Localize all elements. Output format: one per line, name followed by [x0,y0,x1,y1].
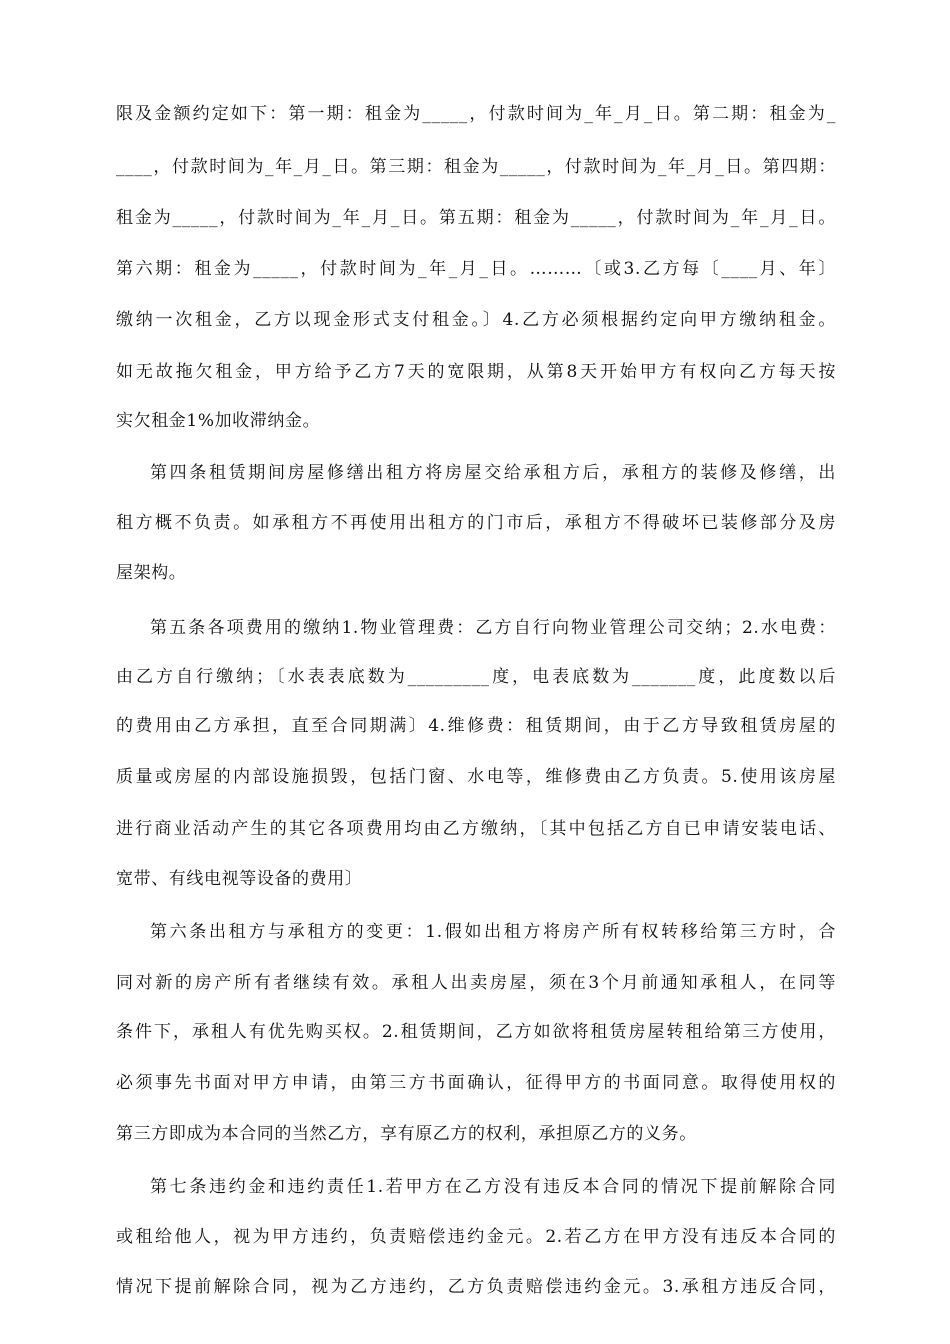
text-line: 情况下提前解除合同，视为乙方违约，乙方负责赔偿违约金元。3.承租方违反合同， [116,1277,836,1297]
text-line: 进行商业活动产生的其它各项费用均由乙方缴纳，〔其中包括乙方自已申请安装电话、 [116,819,836,839]
paragraph-start-line: 第五条各项费用的缴纳1.物业管理费：乙方自行向物业管理公司交纳；2.水电费： [150,618,836,638]
text-line: ____，付款时间为_年_月_日。第三期：租金为_____，付款时间为_年_月_日。第四期： [116,157,836,177]
text-line: 宽带、有线电视等设备的费用〕 [116,869,363,889]
text-line: 实欠租金1%加收滞纳金。 [116,411,321,431]
text-line: 屋架构。 [116,563,187,583]
paragraph-start-line: 第四条租赁期间房屋修缮出租方将房屋交给承租方后，承租方的装修及修缮，出 [150,463,836,483]
text-line: 同对新的房产所有者继续有效。承租人出卖房屋，须在3个月前通知承租人，在同等 [116,973,836,993]
text-line: 第六期：租金为_____，付款时间为_年_月_日。………〔或3.乙方每〔____月、年〕 [116,259,836,279]
paragraph-start-line: 第六条出租方与承租方的变更：1.假如出租方将房产所有权转移给第三方时，合 [150,922,836,942]
paragraph-start-line: 第七条违约金和违约责任1.若甲方在乙方没有违反本合同的情况下提前解除合同 [150,1177,836,1197]
text-line: 限及金额约定如下：第一期：租金为_____，付款时间为_年_月_日。第二期：租金为_ [116,104,836,124]
text-line: 租方概不负责。如承租方不再使用出租方的门市后，承租方不得破坏已装修部分及房 [116,513,836,533]
text-line: 租金为_____，付款时间为_年_月_日。第五期：租金为_____，付款时间为_年_月_日。 [116,208,836,228]
text-line: 质量或房屋的内部设施损毁，包括门窗、水电等，维修费由乙方负责。5.使用该房屋 [116,767,836,787]
text-line: 由乙方自行缴纳；〔水表表底数为_________度，电表底数为_______度，此度数以后 [116,667,836,687]
text-line: 必须事先书面对甲方申请，由第三方书面确认，征得甲方的书面同意。取得使用权的 [116,1073,836,1093]
text-line: 或租给他人，视为甲方违约，负责赔偿违约金元。2.若乙方在甲方没有违反本合同的 [116,1227,836,1247]
text-line: 如无故拖欠租金，甲方给予乙方7天的宽限期，从第8天开始甲方有权向乙方每天按 [116,362,836,382]
text-line: 条件下，承租人有优先购买权。2.租赁期间，乙方如欲将租赁房屋转租给第三方使用， [116,1022,836,1042]
text-line: 缴纳一次租金，乙方以现金形式支付租金。〕4.乙方必须根据约定向甲方缴纳租金。 [116,310,836,330]
text-line: 第三方即成为本合同的当然乙方，享有原乙方的权利，承担原乙方的义务。 [116,1124,697,1144]
text-line: 的费用由乙方承担，直至合同期满〕4.维修费：租赁期间，由于乙方导致租赁房屋的 [116,716,836,736]
